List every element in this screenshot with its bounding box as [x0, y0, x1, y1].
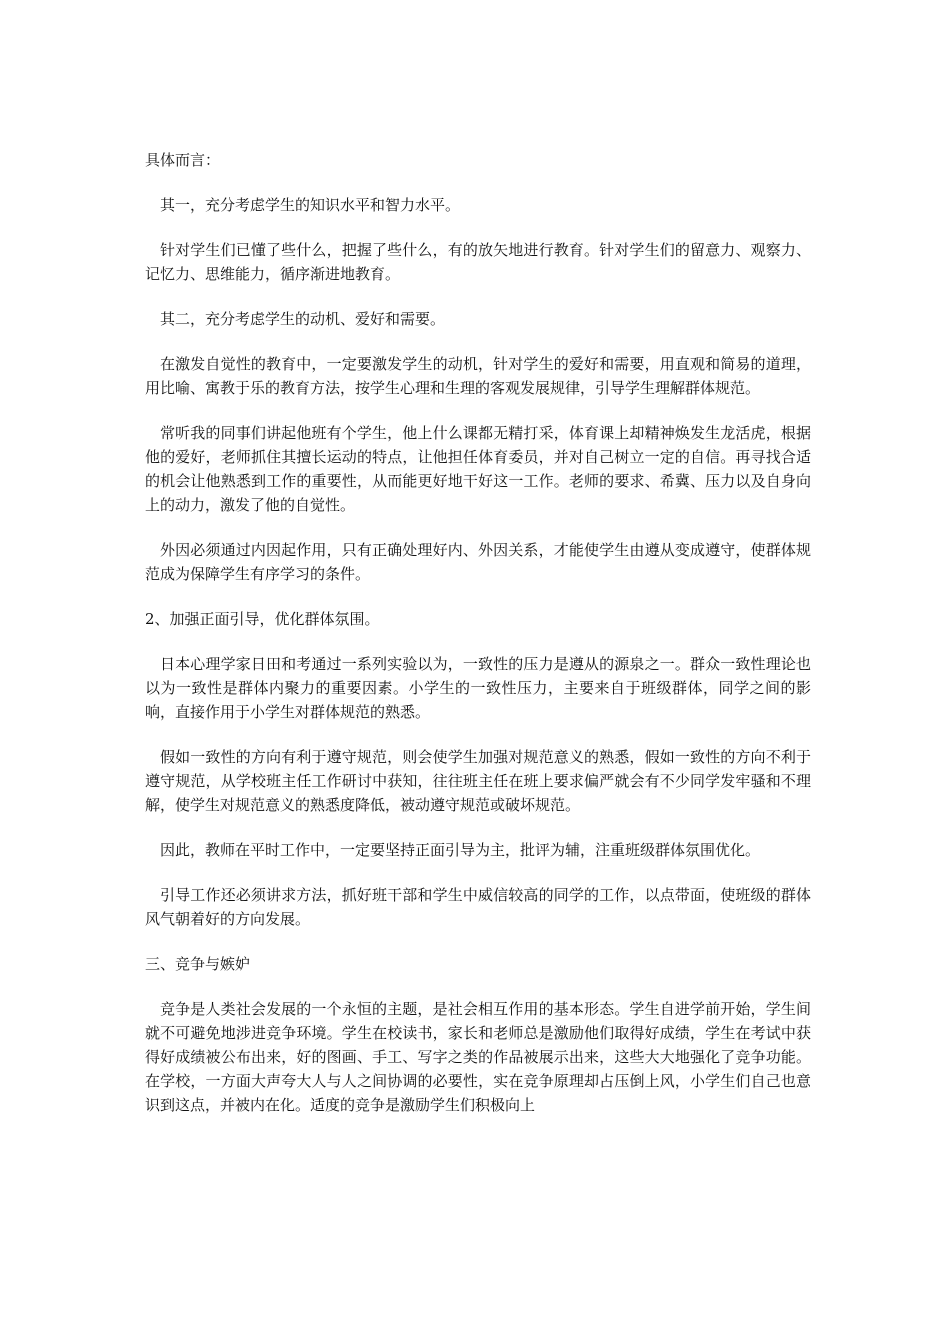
paragraph: 常听我的同事们讲起他班有个学生，他上什么课都无精打采，体育课上却精神焕发生龙活虎，根据他的爱好，老师抓住其擅长运动的特点，让他担任体育委员，并对自己树立一定的自信。再寻找合适的机会让他熟悉到工作的重要性，从而能更好地干好这一工作。老师的要求、希冀、压力以及自身向上的动力，激发了他的自觉性。: [145, 424, 811, 514]
paragraph: 其一，充分考虑学生的知识水平和智力水平。: [160, 196, 461, 214]
section-intro: 具体而言：: [145, 151, 221, 169]
document-body: [145, 148, 811, 1138]
section-heading: 2、加强正面引导，优化群体氛围。: [145, 610, 380, 628]
paragraph: 在激发自觉性的教育中，一定要激发学生的动机，针对学生的爱好和需要，用直观和简易的道理，用比喻、寓教于乐的教育方法，按学生心理和生理的客观发展规律，引导学生理解群体规范。: [145, 355, 811, 397]
paragraph: 竞争是人类社会发展的一个永恒的主题，是社会相互作用的基本形态。学生自进学前开始，学生间就不可避免地涉进竞争环境。学生在校读书，家长和老师总是激励他们取得好成绩，学生在考试中获得好成绩被公布出来，好的图画、手工、写字之类的作品被展示出来，这些大大地强化了竞争功能。在学校，一方面大声夸大人与人之间协调的必要性，实在竞争原理却占压倒上风，小学生们自己也意识到这点，并被内在化。适度的竞争是激励学生们积极向上: [145, 1000, 811, 1114]
paragraph: 假如一致性的方向有利于遵守规范，则会使学生加强对规范意义的熟悉，假如一致性的方向不利于遵守规范，从学校班主任工作研讨中获知，往往班主任在班上要求偏严就会有不少同学发牢骚和不理解，使学生对规范意义的熟悉度降低，被动遵守规范或破坏规范。: [145, 748, 811, 814]
paragraph: 针对学生们已懂了些什么，把握了些什么，有的放矢地进行教育。针对学生们的留意力、观察力、记忆力、思维能力，循序渐进地教育。: [145, 241, 811, 283]
paragraph: 引导工作还必须讲求方法，抓好班干部和学生中威信较高的同学的工作，以点带面，使班级的群体风气朝着好的方向发展。: [145, 886, 811, 928]
paragraph: 因此，教师在平时工作中，一定要坚持正面引导为主，批评为辅，注重班级群体氛围优化。: [160, 841, 761, 859]
paragraph: 日本心理学家日田和考通过一系列实验以为，一致性的压力是遵从的源泉之一。群众一致性理论也以为一致性是群体内聚力的重要因素。小学生的一致性压力，主要来自于班级群体，同学之间的影响，直接作用于小学生对群体规范的熟悉。: [145, 655, 811, 721]
paragraph: 其二，充分考虑学生的动机、爱好和需要。: [160, 310, 446, 328]
paragraph: 外因必须通过内因起作用，只有正确处理好内、外因关系，才能使学生由遵从变成遵守，使群体规范成为保障学生有序学习的条件。: [145, 541, 811, 583]
section-heading: 三、竞争与嫉妒: [145, 955, 251, 973]
